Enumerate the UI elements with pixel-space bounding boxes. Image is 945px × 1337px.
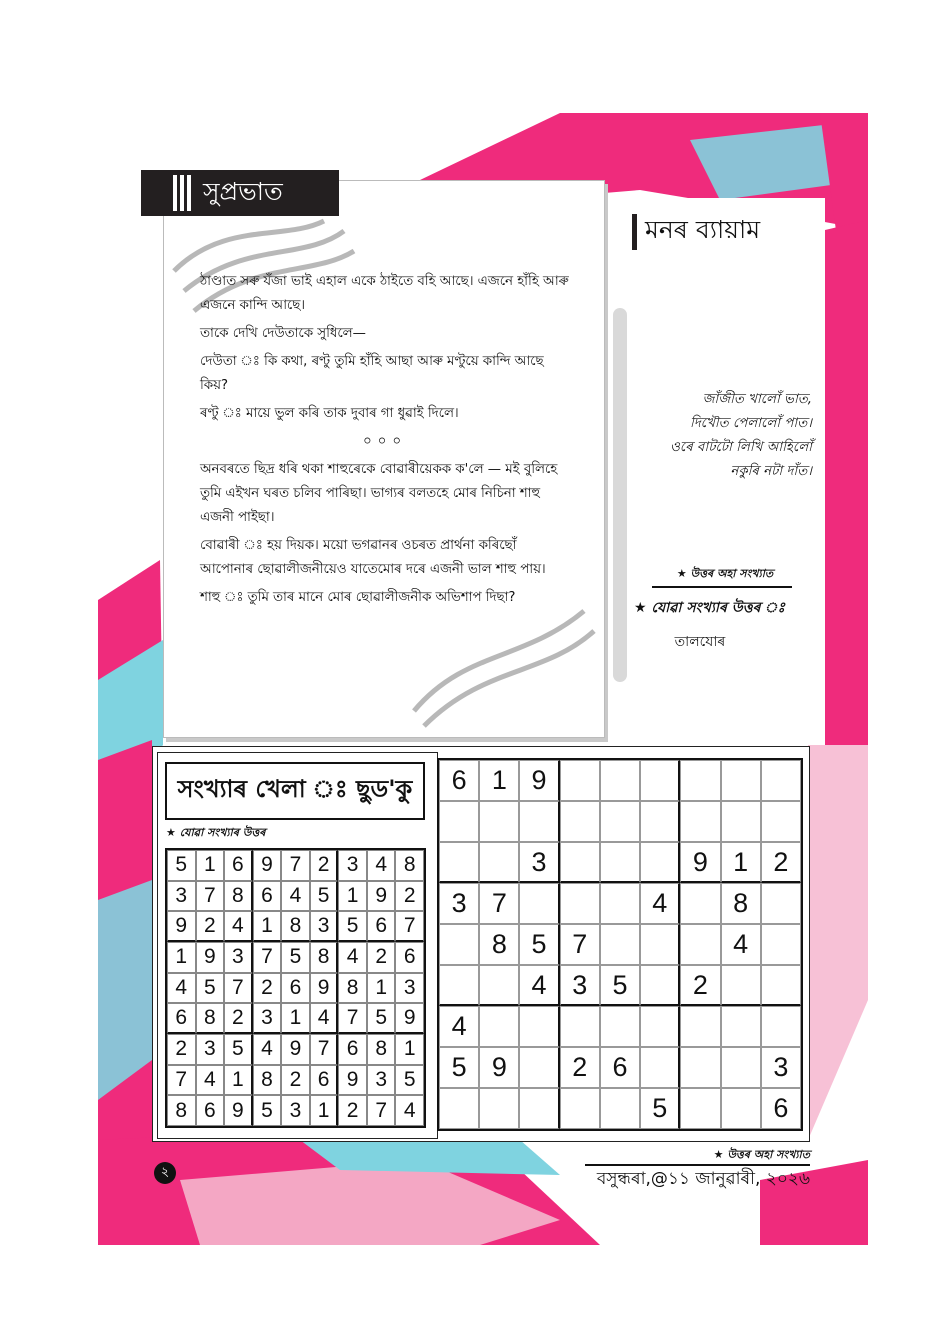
sudoku-cell[interactable] [640, 760, 680, 801]
joke1-line1: ঠাণ্ডাত সৰু যঁজা ভাই এহাল একে ঠাইতে বহি আছে। এজনে হাঁহি আৰু এজনে কান্দি আছে। [200, 274, 569, 313]
solution-cell: 3 [196, 1034, 225, 1065]
solution-cell: 2 [253, 973, 282, 1004]
page-number: ২ [154, 1162, 176, 1184]
solution-cell: 8 [281, 911, 310, 942]
poem-line: দিখৌত পেলালোঁ পাত। [689, 416, 812, 431]
sudoku-cell[interactable] [721, 1006, 761, 1047]
solution-cell: 2 [167, 1034, 196, 1065]
sudoku-cell[interactable]: 4 [439, 1006, 479, 1047]
sudoku-cell[interactable] [721, 965, 761, 1006]
solution-cell: 5 [224, 1034, 253, 1065]
solution-cell: 7 [310, 1034, 339, 1065]
sudoku-cell[interactable]: 3 [519, 842, 559, 883]
solution-cell: 4 [367, 850, 396, 881]
solution-cell: 2 [224, 1003, 253, 1034]
sudoku-cell[interactable]: 4 [721, 924, 761, 965]
solution-cell: 8 [310, 942, 339, 973]
answer-note: ★ উত্তৰ অহা সংখ্যাত [676, 567, 774, 580]
sudoku-cell[interactable] [721, 760, 761, 801]
sudoku-cell[interactable] [721, 801, 761, 842]
sudoku-cell[interactable]: 8 [479, 924, 519, 965]
solution-cell: 3 [367, 1065, 396, 1096]
sudoku-cell[interactable]: 7 [479, 883, 519, 924]
sudoku-cell[interactable] [560, 883, 600, 924]
sudoku-cell[interactable] [600, 1006, 640, 1047]
solution-cell: 5 [338, 911, 367, 942]
joke2-line3: শাহু ঃ তুমি তাৰ মানে মোৰ ছোৱালীজনীক অভিশাপ দিছা? [200, 590, 516, 605]
sudoku-cell[interactable]: 3 [761, 1047, 801, 1088]
solution-cell: 3 [167, 881, 196, 912]
solution-cell: 9 [395, 1003, 424, 1034]
poem-line: জাঁজীত খালোঁ ভাত, [702, 392, 812, 407]
sudoku-cell[interactable] [560, 801, 600, 842]
solution-cell: 2 [395, 881, 424, 912]
solution-cell: 7 [224, 973, 253, 1004]
solution-cell: 3 [395, 973, 424, 1004]
sudoku-cell[interactable] [479, 965, 519, 1006]
sudoku-cell[interactable] [519, 1047, 559, 1088]
sudoku-cell[interactable]: 3 [560, 965, 600, 1006]
solution-cell: 9 [310, 973, 339, 1004]
solution-cell: 2 [367, 942, 396, 973]
sudoku-cell[interactable]: 9 [519, 760, 559, 801]
sudoku-cell[interactable]: 9 [479, 1047, 519, 1088]
sudoku-cell[interactable] [761, 801, 801, 842]
sudoku-cell[interactable] [680, 1088, 720, 1129]
solution-cell: 4 [281, 881, 310, 912]
sudoku-cell[interactable]: 2 [761, 842, 801, 883]
sudoku-cell[interactable] [721, 1047, 761, 1088]
sudoku-cell[interactable] [479, 801, 519, 842]
sudoku-cell[interactable]: 1 [479, 760, 519, 801]
sudoku-cell[interactable] [761, 883, 801, 924]
solution-cell: 4 [167, 973, 196, 1004]
solution-cell: 9 [167, 911, 196, 942]
grey-strip [613, 308, 627, 682]
sudoku-cell[interactable] [761, 1006, 801, 1047]
solution-cell: 1 [310, 1095, 339, 1126]
sudoku-cell[interactable] [600, 924, 640, 965]
sudoku-cell[interactable] [640, 1006, 680, 1047]
suprabhat-title-block [141, 170, 339, 216]
solution-cell: 1 [338, 881, 367, 912]
solution-cell: 6 [196, 1095, 225, 1126]
sudoku-cell[interactable] [479, 1006, 519, 1047]
sudoku-cell[interactable] [439, 801, 479, 842]
solution-cell: 2 [338, 1095, 367, 1126]
sudoku-cell[interactable] [640, 842, 680, 883]
solution-cell: 5 [167, 850, 196, 881]
suprabhat-text [200, 270, 570, 614]
sudoku-cell[interactable] [640, 801, 680, 842]
solution-cell: 8 [196, 1003, 225, 1034]
solution-cell: 6 [281, 973, 310, 1004]
solution-cell: 8 [224, 881, 253, 912]
solution-cell: 9 [224, 1095, 253, 1126]
sudoku-cell[interactable]: 6 [439, 760, 479, 801]
sudoku-cell[interactable]: 6 [600, 1047, 640, 1088]
solution-cell: 7 [253, 942, 282, 973]
prev-answer: তালযোৰ [674, 634, 726, 650]
sudoku-cell[interactable] [600, 760, 640, 801]
solution-cell: 7 [338, 1003, 367, 1034]
solution-cell: 8 [367, 1034, 396, 1065]
sudoku-cell[interactable]: 8 [721, 883, 761, 924]
sudoku-cell[interactable]: 2 [680, 965, 720, 1006]
solution-cell: 6 [338, 1034, 367, 1065]
solution-cell: 1 [253, 911, 282, 942]
poem-line: নকুৰি নটা দাঁত। [730, 464, 812, 479]
solution-cell: 7 [367, 1095, 396, 1126]
poem-line: ওৰে বাটটো লিখি আহিলোঁ [670, 440, 812, 455]
sudoku-cell[interactable]: 5 [519, 924, 559, 965]
solution-cell: 5 [196, 973, 225, 1004]
joke2-line1: অনবৰতে ছিদ্ৰ ধৰি থকা শাহুৰেকে বোৱাৰীয়েকক ক'লে — মই বুলিহে তুমি এইখন ঘৰত চলিব পাৰিছা। ভাগ্যৰ বলতহে মোৰ নিচিনা শাহু এজনী পাইছা। [200, 462, 558, 525]
solution-cell: 1 [281, 1003, 310, 1034]
sudoku-cell[interactable]: 4 [640, 883, 680, 924]
sudoku-cell[interactable] [680, 801, 720, 842]
sudoku-cell[interactable] [600, 801, 640, 842]
solution-cell: 4 [395, 1095, 424, 1126]
solution-cell: 2 [281, 1065, 310, 1096]
divider [652, 586, 792, 588]
solution-cell: 5 [310, 881, 339, 912]
solution-cell: 9 [196, 942, 225, 973]
solution-cell: 1 [395, 1034, 424, 1065]
sudoku-cell[interactable] [479, 1088, 519, 1129]
joke2-line2: বোৱাৰী ঃ হয় দিয়ক। ময়ো ভগৱানৰ ওচৰত প্ৰাৰ্থনা কৰিছোঁ আপোনাৰ ছোৱালীজনীয়েও যাতেমোৰ দৰে এজনী ভাল শাহু পায়। [200, 538, 546, 577]
sudoku-grid [437, 758, 803, 1131]
solution-cell: 9 [253, 850, 282, 881]
sudoku-cell[interactable] [439, 965, 479, 1006]
solution-cell: 5 [367, 1003, 396, 1034]
sudoku-cell[interactable] [680, 883, 720, 924]
solution-cell: 8 [395, 850, 424, 881]
solution-cell: 1 [196, 850, 225, 881]
solution-cell: 4 [338, 942, 367, 973]
sudoku-cell[interactable]: 5 [640, 1088, 680, 1129]
sudoku-cell[interactable] [680, 924, 720, 965]
sudoku-cell[interactable] [680, 1047, 720, 1088]
solution-cell: 3 [224, 942, 253, 973]
title-bar [632, 214, 637, 250]
solution-cell: 1 [367, 973, 396, 1004]
solution-cell: 6 [167, 1003, 196, 1034]
solution-cell: 2 [196, 911, 225, 942]
sudoku-cell[interactable] [600, 883, 640, 924]
solution-cell: 5 [253, 1095, 282, 1126]
solution-cell: 6 [395, 942, 424, 973]
solution-cell: 3 [253, 1003, 282, 1034]
sudoku-cell[interactable] [519, 883, 559, 924]
solution-cell: 7 [281, 850, 310, 881]
solution-cell: 6 [224, 850, 253, 881]
sudoku-cell[interactable]: 5 [600, 965, 640, 1006]
sudoku-cell[interactable] [680, 760, 720, 801]
solution-cell: 9 [367, 881, 396, 912]
joke1-line4: ৰণ্টু ঃ মায়ে ভুল কৰি তাক দুবাৰ গা ধুৱাই দিলে। [200, 406, 459, 421]
solution-cell: 1 [224, 1065, 253, 1096]
solution-cell: 7 [196, 881, 225, 912]
solution-cell: 6 [253, 881, 282, 912]
prev-answer-label: ★ যোৱা সংখ্যাৰ উত্তৰ ঃ [634, 600, 785, 616]
sudoku-cell[interactable] [640, 965, 680, 1006]
solution-cell: 5 [281, 942, 310, 973]
solution-label: ★ যোৱা সংখ্যাৰ উত্তৰ [166, 826, 266, 839]
sudoku-cell[interactable] [761, 924, 801, 965]
sudoku-title: সংখ্যাৰ খেলা ঃ ছুড'কু [165, 762, 425, 820]
sudoku-cell[interactable]: 1 [721, 842, 761, 883]
sudoku-cell[interactable] [761, 760, 801, 801]
solution-cell: 5 [395, 1065, 424, 1096]
solution-cell: 8 [167, 1095, 196, 1126]
solution-cell: 6 [367, 911, 396, 942]
title-bars [173, 175, 191, 211]
suprabhat-title: সুপ্ৰভাত [203, 176, 283, 206]
solution-cell: 7 [395, 911, 424, 942]
sudoku-cell[interactable] [560, 760, 600, 801]
brain-title: মনৰ ব্যায়াম [645, 215, 761, 244]
solution-cell: 3 [310, 911, 339, 942]
sudoku-cell[interactable] [560, 1088, 600, 1129]
brain-title-block [632, 210, 760, 253]
sudoku-cell[interactable]: 7 [560, 924, 600, 965]
joke-separator: ০০০ [363, 434, 407, 449]
joke1-line2: তাকে দেখি দেউতাকে সুধিলে— [200, 326, 366, 341]
solution-cell: 9 [281, 1034, 310, 1065]
solution-cell: 3 [338, 850, 367, 881]
solution-cell: 3 [281, 1095, 310, 1126]
solution-cell: 8 [338, 973, 367, 1004]
sudoku-cell[interactable] [600, 1088, 640, 1129]
sudoku-cell[interactable] [721, 1088, 761, 1129]
solution-cell: 9 [338, 1065, 367, 1096]
solution-cell: 4 [253, 1034, 282, 1065]
sudoku-cell[interactable]: 4 [519, 965, 559, 1006]
solution-cell: 2 [310, 850, 339, 881]
sudoku-cell[interactable] [600, 842, 640, 883]
sudoku-cell[interactable] [439, 1088, 479, 1129]
solution-cell: 4 [224, 911, 253, 942]
solution-cell: 6 [310, 1065, 339, 1096]
sudoku-cell[interactable] [680, 1006, 720, 1047]
sudoku-cell[interactable]: 3 [439, 883, 479, 924]
sudoku-cell[interactable] [479, 842, 519, 883]
publication-credit: বসুন্ধৰা,@১১ জানুৱাৰী, ২০২৬ [596, 1169, 810, 1189]
sudoku-cell[interactable] [519, 1006, 559, 1047]
sudoku-cell[interactable] [560, 1006, 600, 1047]
sudoku-cell[interactable]: 9 [680, 842, 720, 883]
solution-cell: 4 [196, 1065, 225, 1096]
sudoku-cell[interactable] [519, 801, 559, 842]
solution-cell: 7 [167, 1065, 196, 1096]
footer-answer-note: ★ উত্তৰ অহা সংখ্যাত [713, 1148, 810, 1161]
sudoku-cell[interactable] [439, 924, 479, 965]
sudoku-cell[interactable]: 6 [761, 1088, 801, 1129]
sudoku-cell[interactable] [560, 842, 600, 883]
solution-cell: 1 [167, 942, 196, 973]
sudoku-cell[interactable] [640, 924, 680, 965]
solution-cell: 4 [310, 1003, 339, 1034]
sudoku-cell[interactable] [519, 1088, 559, 1129]
joke1-line3: দেউতা ঃ কি কথা, ৰণ্টু তুমি হাঁহি আছা আৰু মণ্টুয়ে কান্দি আছে কিয়? [200, 354, 544, 393]
solution-cell: 8 [253, 1065, 282, 1096]
riddle-poem [632, 388, 812, 484]
sudoku-cell[interactable] [640, 1047, 680, 1088]
sudoku-cell[interactable]: 5 [439, 1047, 479, 1088]
sudoku-cell[interactable] [761, 965, 801, 1006]
sudoku-cell[interactable] [439, 842, 479, 883]
sudoku-cell[interactable]: 2 [560, 1047, 600, 1088]
previous-solution-grid [165, 848, 426, 1128]
